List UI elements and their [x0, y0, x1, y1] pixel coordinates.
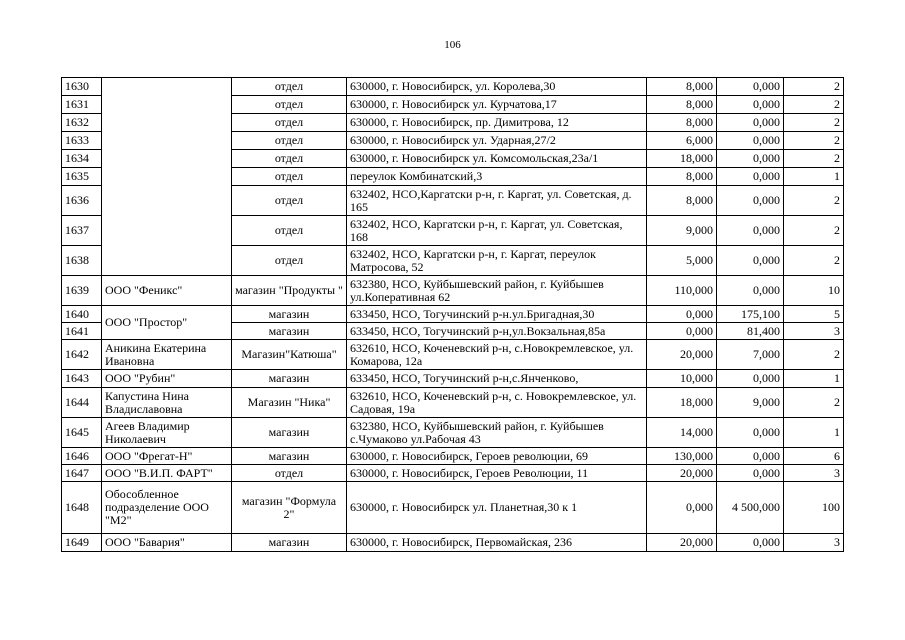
value-3: 6: [784, 448, 844, 465]
value-2: 0,000: [717, 370, 784, 388]
address: 630000, г. Новосибирск, пр. Димитрова, 12: [347, 114, 647, 132]
address: 630000, г. Новосибирск ул. Комсомольская,23а/1: [347, 150, 647, 168]
outlet-type: Магазин "Ника": [232, 388, 347, 418]
row-number: 1632: [62, 114, 102, 132]
value-1: 0,000: [647, 306, 717, 323]
value-2: 0,000: [717, 216, 784, 246]
table-row: [62, 534, 844, 552]
outlet-type: отдел: [232, 114, 347, 132]
row-number: 1631: [62, 96, 102, 114]
value-2: 0,000: [717, 114, 784, 132]
value-1: 20,000: [647, 340, 717, 370]
row-number: 1641: [62, 323, 102, 340]
value-3: 1: [784, 418, 844, 448]
value-1: 18,000: [647, 150, 717, 168]
organization-name: Аникина Екатерина Ивановна: [102, 340, 232, 370]
value-3: 2: [784, 246, 844, 276]
value-2: 0,000: [717, 448, 784, 465]
value-3: 2: [784, 150, 844, 168]
value-1: 9,000: [647, 216, 717, 246]
value-3: 5: [784, 306, 844, 323]
outlet-type: магазин: [232, 448, 347, 465]
row-number: 1636: [62, 186, 102, 216]
outlet-type: магазин "Продукты ": [232, 276, 347, 306]
organization-name: ООО "Фрегат-Н": [102, 448, 232, 465]
address: 630000, г. Новосибирск, ул. Королева,30: [347, 78, 647, 96]
value-3: 2: [784, 388, 844, 418]
address: 632402, НСО, Каргатски р-н, г. Каргат, переулок Матросова, 52: [347, 246, 647, 276]
value-2: 0,000: [717, 465, 784, 482]
outlet-type: отдел: [232, 168, 347, 186]
table-row: [62, 388, 844, 418]
value-1: 5,000: [647, 246, 717, 276]
table-row: [62, 340, 844, 370]
outlet-type: магазин: [232, 534, 347, 552]
value-3: 1: [784, 370, 844, 388]
organization-name: Капустина Нина Владиславовна: [102, 388, 232, 418]
address: 630000, г. Новосибирск ул. Планетная,30 к 1: [347, 482, 647, 534]
outlet-type: отдел: [232, 132, 347, 150]
address: 633450, НСО, Тогучинский р-н,ул.Вокзальная,85а: [347, 323, 647, 340]
row-number: 1640: [62, 306, 102, 323]
outlet-type: магазин: [232, 418, 347, 448]
row-number: 1645: [62, 418, 102, 448]
address: 632610, НСО, Коченевский р-н, с. Новокремлевское, ул. Садовая, 19а: [347, 388, 647, 418]
outlet-type: отдел: [232, 78, 347, 96]
value-3: 2: [784, 78, 844, 96]
value-2: 0,000: [717, 96, 784, 114]
outlet-type: отдел: [232, 96, 347, 114]
value-2: 81,400: [717, 323, 784, 340]
outlet-type: отдел: [232, 246, 347, 276]
value-2: 0,000: [717, 418, 784, 448]
address: 630000, г. Новосибирск, Героев революции, 69: [347, 448, 647, 465]
row-number: 1639: [62, 276, 102, 306]
value-3: 3: [784, 323, 844, 340]
organization-name: Обособленное подразделение ООО "М2": [102, 482, 232, 534]
row-number: 1642: [62, 340, 102, 370]
value-3: 2: [784, 96, 844, 114]
outlet-type: Магазин"Катюша": [232, 340, 347, 370]
value-3: 2: [784, 114, 844, 132]
outlet-type: отдел: [232, 186, 347, 216]
outlet-type: отдел: [232, 216, 347, 246]
organization-cell: [102, 78, 232, 276]
value-3: 1: [784, 168, 844, 186]
table-row: [62, 276, 844, 306]
value-2: 0,000: [717, 246, 784, 276]
organization-name: ООО "Рубин": [102, 370, 232, 388]
outlet-type: магазин: [232, 306, 347, 323]
table-row: [62, 465, 844, 482]
value-1: 0,000: [647, 323, 717, 340]
value-2: 175,100: [717, 306, 784, 323]
row-number: 1646: [62, 448, 102, 465]
value-3: 10: [784, 276, 844, 306]
address: 632610, НСО, Коченевский р-н, с.Новокремлевское, ул. Комарова, 12а: [347, 340, 647, 370]
value-2: 0,000: [717, 168, 784, 186]
table-row: [62, 306, 844, 323]
organization-name: ООО "В.И.П. ФАРТ": [102, 465, 232, 482]
table-row: [62, 448, 844, 465]
value-1: 110,000: [647, 276, 717, 306]
row-number: 1635: [62, 168, 102, 186]
value-1: 6,000: [647, 132, 717, 150]
table-row: [62, 370, 844, 388]
address: 632402, НСО, Каргатски р-н, г. Каргат, ул. Советская, 168: [347, 216, 647, 246]
value-1: 8,000: [647, 78, 717, 96]
value-1: 8,000: [647, 96, 717, 114]
value-2: 4 500,000: [717, 482, 784, 534]
address: 632380, НСО, Куйбышевский район, г. Куйбышев с.Чумаково ул.Рабочая 43: [347, 418, 647, 448]
outlet-type: отдел: [232, 465, 347, 482]
value-2: 0,000: [717, 150, 784, 168]
address: 630000, г. Новосибирск, Первомайская, 236: [347, 534, 647, 552]
row-number: 1643: [62, 370, 102, 388]
row-number: 1630: [62, 78, 102, 96]
organization-name: Агеев Владимир Николаевич: [102, 418, 232, 448]
table-row: [62, 482, 844, 534]
value-1: 20,000: [647, 465, 717, 482]
outlet-type: магазин "Формула 2": [232, 482, 347, 534]
row-number: 1648: [62, 482, 102, 534]
row-number: 1649: [62, 534, 102, 552]
organization-name: ООО "Бавария": [102, 534, 232, 552]
value-1: 130,000: [647, 448, 717, 465]
address: 633450, НСО, Тогучинский р-н.ул.Бригадная,30: [347, 306, 647, 323]
outlet-type: отдел: [232, 150, 347, 168]
address: 633450, НСО, Тогучинский р-н,с.Янченково,: [347, 370, 647, 388]
value-1: 8,000: [647, 114, 717, 132]
row-number: 1647: [62, 465, 102, 482]
row-number: 1633: [62, 132, 102, 150]
address: 630000, г. Новосибирск ул. Курчатова,17: [347, 96, 647, 114]
value-3: 3: [784, 534, 844, 552]
page-number: 106: [444, 39, 461, 51]
value-1: 18,000: [647, 388, 717, 418]
value-2: 0,000: [717, 534, 784, 552]
value-1: 8,000: [647, 168, 717, 186]
value-2: 7,000: [717, 340, 784, 370]
table-row: [62, 418, 844, 448]
value-2: 0,000: [717, 132, 784, 150]
row-number: 1637: [62, 216, 102, 246]
value-1: 14,000: [647, 418, 717, 448]
address: 632402, НСО,Каргатски р-н, г. Каргат, ул. Советская, д. 165: [347, 186, 647, 216]
row-number: 1638: [62, 246, 102, 276]
value-3: 2: [784, 340, 844, 370]
address: 630000, г. Новосибирск ул. Ударная,27/2: [347, 132, 647, 150]
value-2: 0,000: [717, 78, 784, 96]
value-3: 100: [784, 482, 844, 534]
value-3: 2: [784, 186, 844, 216]
outlet-type: магазин: [232, 370, 347, 388]
address: переулок Комбинатский,3: [347, 168, 647, 186]
value-3: 2: [784, 132, 844, 150]
value-1: 8,000: [647, 186, 717, 216]
address: 630000, г. Новосибирск, Героев Революции, 11: [347, 465, 647, 482]
address: 632380, НСО, Куйбышевский район, г. Куйбышев ул.Коперативная 62: [347, 276, 647, 306]
table-row: [62, 78, 844, 96]
value-1: 10,000: [647, 370, 717, 388]
organization-name: ООО "Простор": [102, 306, 232, 340]
value-2: 0,000: [717, 186, 784, 216]
row-number: 1644: [62, 388, 102, 418]
value-2: 9,000: [717, 388, 784, 418]
value-1: 0,000: [647, 482, 717, 534]
organization-name: ООО "Феникс": [102, 276, 232, 306]
value-3: 3: [784, 465, 844, 482]
value-3: 2: [784, 216, 844, 246]
row-number: 1634: [62, 150, 102, 168]
outlet-type: магазин: [232, 323, 347, 340]
data-table: [61, 77, 844, 552]
value-1: 20,000: [647, 534, 717, 552]
value-2: 0,000: [717, 276, 784, 306]
